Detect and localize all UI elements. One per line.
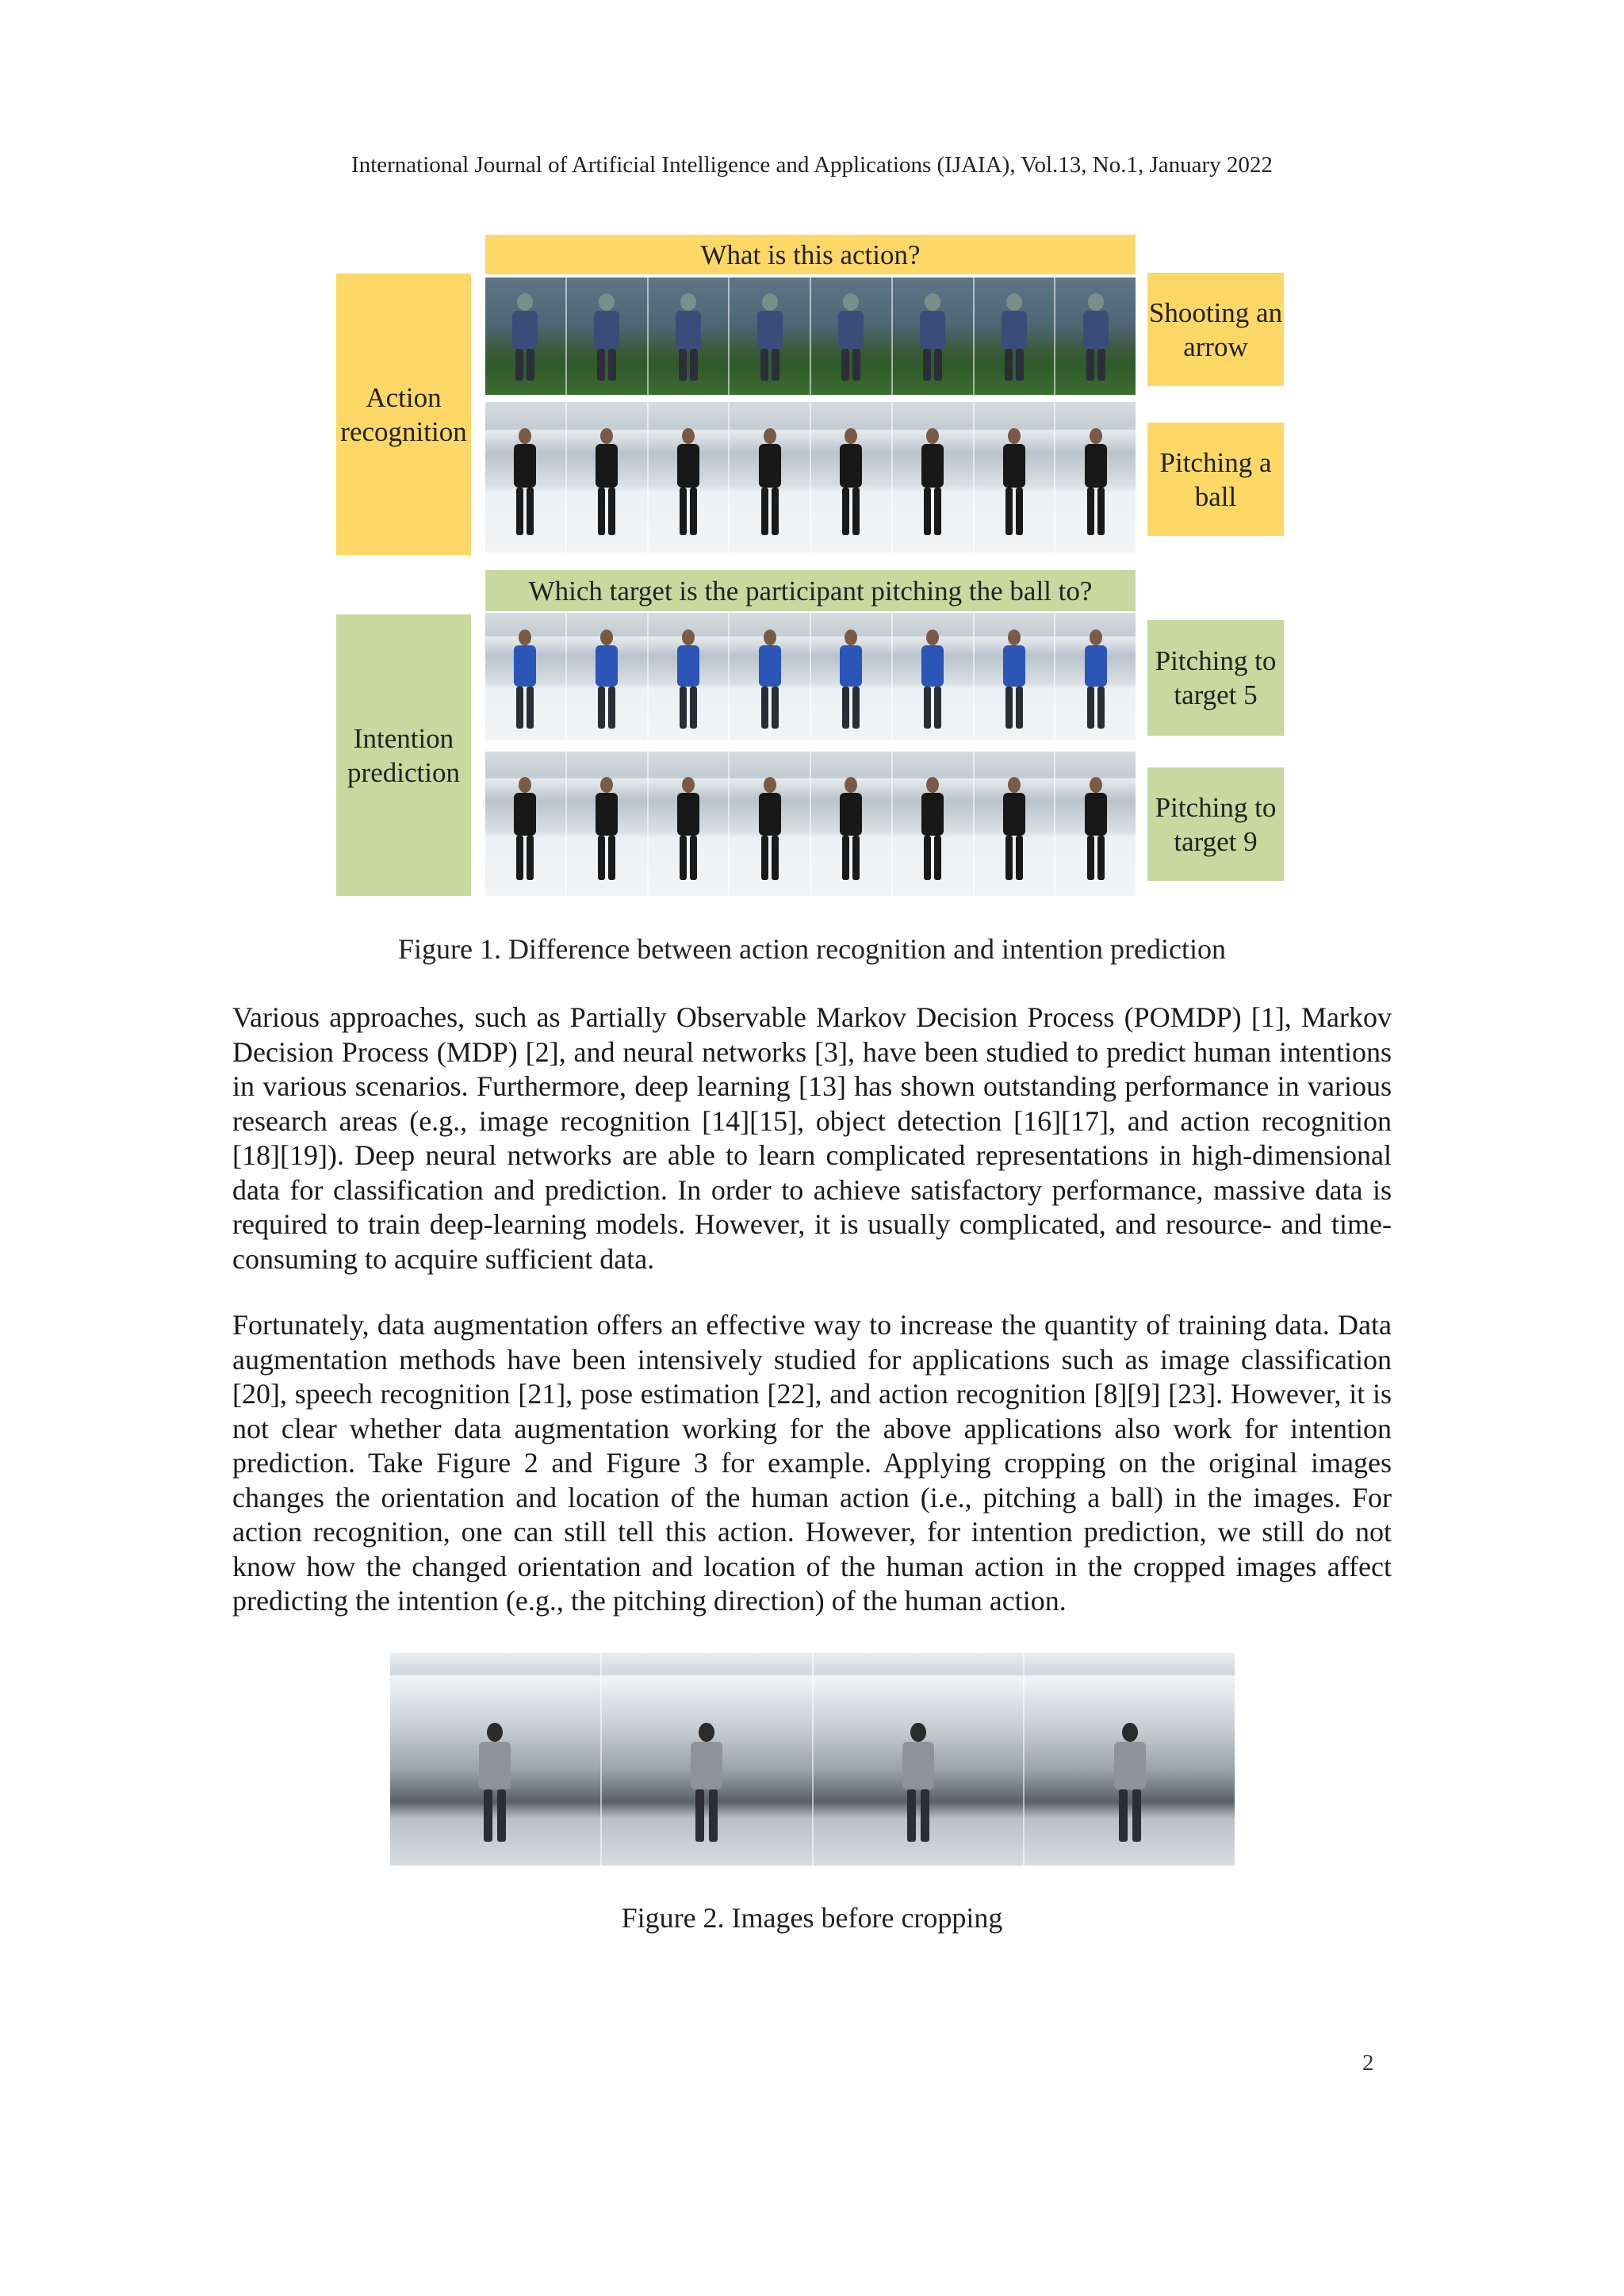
figure-1-caption: Figure 1. Difference between action recognition and intention prediction	[398, 933, 1226, 965]
frame-t9-3	[649, 752, 730, 896]
frame-archery-4	[730, 277, 811, 395]
answer-shooting-an-arrow: Shooting an arrow	[1147, 273, 1284, 386]
frame-pitch-blue-4	[730, 613, 811, 740]
running-header: International Journal of Artificial Intelligence and Applications (IJAIA), Vol.13, No.1, January 2022	[351, 152, 1273, 178]
frame-pitch-blue-1	[485, 613, 567, 740]
paragraph-1: Various approaches, such as Partially Observable Markov Decision Process (POMDP) [1], Markov Decision Process (MDP) [2], and neural networks [3], have been studied to predict human intentions in various scenarios. Furthermore, deep learning [13] has shown outstanding performance in various research areas (e.g., image recognition [14][15], object detection [16][17], and action recognition [18][19]). Deep neural networks are able to learn complicated representations in high-dimensional data for classification and prediction. In order to achieve satisfactory performance, massive data is required to train deep-learning models. However, it is usually complicated, and resource- and time-consuming to acquire sufficient data.	[232, 1001, 1392, 1275]
frame-pitch-blue-3	[649, 613, 730, 740]
frame-t9-2	[567, 752, 649, 896]
paragraph-2: Fortunately, data augmentation offers an effective way to increase the quantity of training data. Data augmentation methods have been intensively studied for applications such as image classification [20], speech recognition [21], pose estimation [22], and action recognition [8][9] [23]. However, it is not clear whether data augmentation working for the above applications also work for intention prediction. Take Figure 2 and Figure 3 for example. Applying cropping on the original images changes the orientation and location of the human action (i.e., pitching a ball) in the images. For action recognition, one can still tell this action. However, for intention prediction, we still do not know how the changed orientation and location of the human action in the cropped images affect predicting the intention (e.g., the pitching direction) of the human action.	[232, 1309, 1392, 1617]
frame-archery-7	[975, 277, 1056, 395]
image-strip-pitching-black	[485, 402, 1136, 553]
image-strip-pitching-blue	[485, 613, 1136, 740]
frame-archery-6	[893, 277, 975, 395]
frame-uncropped-3	[814, 1653, 1025, 1866]
frame-uncropped-2	[602, 1653, 814, 1866]
answer-pitching-a-ball: Pitching a ball	[1147, 423, 1284, 536]
question-action: What is this action?	[485, 235, 1136, 274]
frame-pitch-black-1	[485, 402, 567, 553]
frame-pitch-black-4	[730, 402, 811, 553]
frame-archery-1	[485, 277, 567, 395]
frame-uncropped-4	[1025, 1653, 1235, 1866]
frame-archery-2	[567, 277, 649, 395]
frame-archery-8	[1055, 277, 1136, 395]
frame-pitch-black-5	[811, 402, 893, 553]
frame-t9-6	[893, 752, 975, 896]
frame-pitch-black-7	[975, 402, 1056, 553]
frame-pitch-blue-8	[1055, 613, 1136, 740]
frame-t9-5	[811, 752, 893, 896]
figure-2-caption: Figure 2. Images before cropping	[621, 1902, 1003, 1934]
row-label-action-recognition: Action recognition	[336, 274, 471, 555]
frame-pitch-blue-6	[893, 613, 975, 740]
figure-2-image-strip	[390, 1653, 1235, 1866]
frame-t9-4	[730, 752, 811, 896]
frame-t9-8	[1055, 752, 1136, 896]
frame-pitch-black-6	[893, 402, 975, 553]
image-strip-pitching-black-target9	[485, 752, 1136, 896]
frame-pitch-blue-2	[567, 613, 649, 740]
answer-pitching-to-target-9: Pitching to target 9	[1147, 767, 1284, 881]
image-strip-archery	[485, 277, 1136, 395]
frame-pitch-blue-5	[811, 613, 893, 740]
answer-pitching-to-target-5: Pitching to target 5	[1147, 620, 1284, 736]
frame-t9-7	[975, 752, 1056, 896]
frame-pitch-blue-7	[975, 613, 1056, 740]
frame-archery-5	[811, 277, 893, 395]
frame-pitch-black-2	[567, 402, 649, 553]
frame-pitch-black-3	[649, 402, 730, 553]
frame-t9-1	[485, 752, 567, 896]
frame-pitch-black-8	[1055, 402, 1136, 553]
question-intention: Which target is the participant pitching the ball to?	[485, 570, 1136, 611]
page-number: 2	[1362, 2050, 1374, 2076]
frame-uncropped-1	[390, 1653, 602, 1866]
frame-archery-3	[649, 277, 730, 395]
row-label-intention-prediction: Intention prediction	[336, 614, 471, 896]
